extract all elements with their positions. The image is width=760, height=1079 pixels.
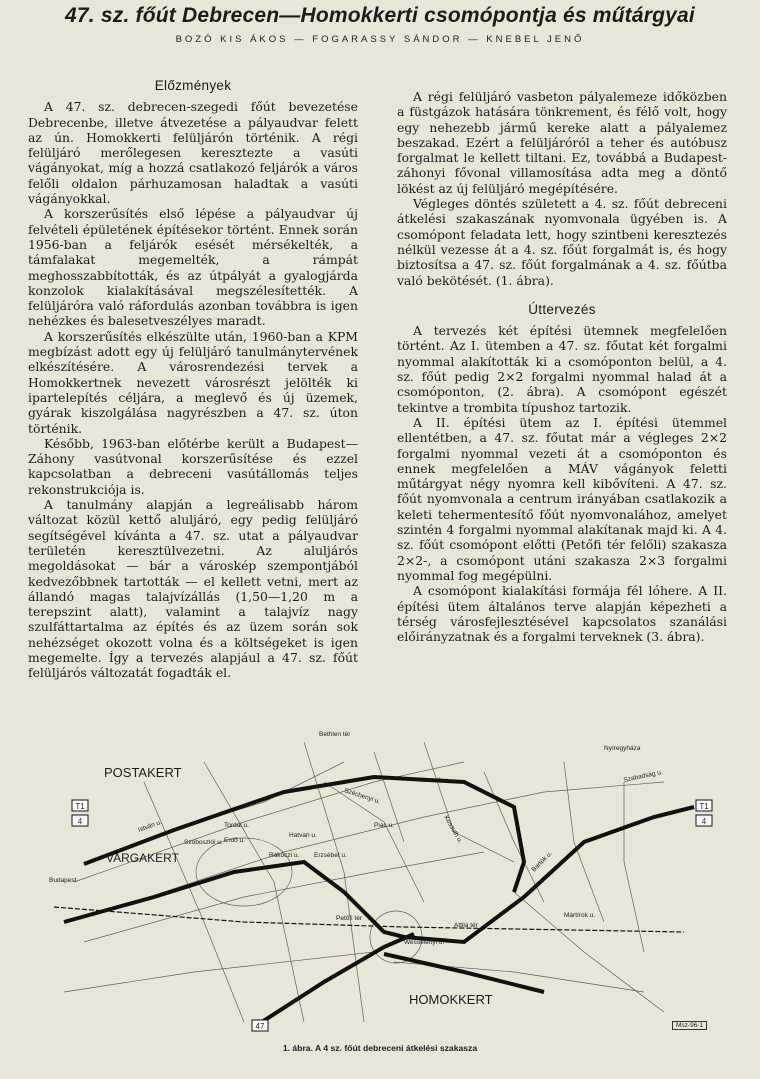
paragraph: Később, 1963-ban előtérbe került a Budapest—Záhony vasútvonal korszerűsítése és ezzel kapcsolatban a debreceni vasútállomás teljes rekonstrukciója is. (28, 435, 358, 497)
street-label: Nyíregyháza (604, 745, 641, 752)
street-label: Attila tér (454, 922, 478, 929)
svg-text:T1: T1 (75, 802, 85, 811)
main-routes (64, 777, 694, 1027)
section-heading-elozmenyek: Előzmények (154, 78, 232, 93)
street-label: Kossuth u. (442, 814, 464, 845)
svg-text:T1: T1 (699, 802, 709, 811)
street-label: Bethlen tér (319, 731, 351, 738)
street-label: Petőfi tér (336, 915, 363, 922)
svg-text:4: 4 (77, 817, 83, 826)
left-column (28, 78, 358, 681)
street-label: Bartók u. (530, 850, 554, 874)
street-label: Erdő u. (224, 837, 245, 844)
authors-line: BOZÓ KIS ÁKOS — FOGARASSY SÁNDOR — KNEBEL JENŐ (175, 34, 585, 45)
street-label: Rákóczi u. (269, 852, 300, 859)
paragraph: A régi felüljáró vasbeton pályalemeze időközben a füstgázok hatására tönkrement, és félő volt, hogy egy nehezebb jármű kereke alatt a pályalemez beszakad. Ezért a felüljáróról a teher és autóbusz forgalmat le kellett tiltani. Ez, továbbá a Budapest-záhonyi fővonal villamosítása adta meg a döntő lökést az új felüljáró megépítésére. (397, 89, 727, 196)
district-label: VARGAKERT (106, 851, 179, 865)
route-shield (252, 1020, 268, 1031)
street-label: Wesselényi u. (404, 939, 445, 946)
street-label: Szoboszlói u. (184, 839, 223, 846)
district-label: HOMOKKERT (409, 992, 493, 1007)
article-title: 47. sz. főút Debrecen—Homokkerti csomópontja és műtárgyai (65, 4, 695, 27)
right-column (397, 89, 727, 644)
route-map (44, 722, 714, 1042)
route-shield (72, 800, 88, 811)
route-shield (696, 815, 712, 826)
street-label: István u. (137, 818, 163, 834)
street-grid (64, 742, 664, 1022)
street-label: Budapest (49, 877, 77, 884)
paragraph: A II. építési ütem az I. építési ütemmel ellentétben, a 47. sz. főutat már a végleges 2×2 forgalmi nyommal vezeti át a csomóponton és ennek megfelelően a MÁV vágányok feletti műtárgyat négy nyomra kell kibővíteni. A 47. sz. főút nyomvonala a centrum irányában csatlakozik a keleti tehermentesítő főút nyomvonalához, amelyet szintén 4 forgalmi nyommal alakítanak majd ki. A 4. sz. főút csomópont előtti (Petőfi tér felőli) szakasza 2×2-, a csomópont utáni szakasza 2×3 forgalmi nyommal fog megépülni. (397, 414, 727, 583)
district-label: POSTAKERT (104, 765, 182, 780)
paragraph: Végleges döntés született a 4. sz. főút debreceni átkelési szakaszának nyomvonala ügyében is. A csomópont feladata lett, hogy szintbeni keresztezés nélkül vezesse át a 4. sz. főút forgalmát is, és hogy biztosítsa a 47. sz. főút forgalmának a 4. sz. főútba való bekötését. (1. ábra). (397, 196, 727, 288)
figure-caption: 1. ábra. A 4 sz. főút debreceni átkelési szakasza (282, 1043, 478, 1053)
section-heading-uttervezes: Úttervezés (528, 301, 596, 317)
street-label: Erzsébet u. (314, 852, 347, 859)
paragraph: A tanulmány alapján a legreálisabb három változat közül kettő aluljáró, egy pedig felüljáró segítségével kívánta a 47. sz. utat a pályaudvar területén keresztülvezetni. Az aluljárós megoldásokat — bár a városkép szempontjából kedvezőbbnek tartották — el kellett vetni, mert az állandó magas talajvízállás (1,50—1,20 m a terepszint alatt), valamint a talajvíz nagy szulfáttartalma az építés és az üzem során sok nehézséget okozott volna és a költségeket is igen megemelte. Így a tervezés alapjául a 47. sz. főút felüljárós változatát fogadták el. (28, 497, 358, 681)
route-shield (72, 815, 88, 826)
street-label: Tordai u. (224, 822, 249, 829)
street-label: Mártírok u. (564, 912, 596, 919)
figure-code: Msz-96-1 (672, 1021, 707, 1030)
route-shield (696, 800, 712, 811)
street-label: Piac u. (374, 822, 394, 829)
paragraph: A csomópont kialakítási formája fél lóhere. A II. építési ütem általános terve alapján képezheti a térség városfejlesztésével kapcsolatos szanálási előirányzatnak és a forgalmi terveknek (3. ábra). (397, 583, 727, 645)
paragraph: A korszerűsítés első lépése a pályaudvar új felvételi épületének építésekor történt. Ennek során 1956-ban a feljárók esését mérsékelték, a támfalakat megemelték, a rámpát meghosszabbították, és az útpályát a gyalogjárda konzolok kialakításával megszélesítették. A felüljáróra való ráfordulás azonban továbbra is igen nehézkes és balesetveszélyes maradt. (28, 206, 358, 329)
street-label: Kossuth u. (419, 777, 450, 784)
street-label: Hatvan u. (289, 832, 317, 839)
paragraph: A korszerűsítés elkészülte után, 1960-ban a KPM megbízást adott egy új felüljáró tanulmánytervének elkészítésére. A városrendezési tervek a Homokkertnek nevezett városrészt jelölték ki ipartelepítés céljára, a meglevő és új üzemek, gyárak kiszolgálása nagyrészben a 47. sz. úton történik. (28, 328, 358, 436)
street-label: Szabadság u. (622, 768, 664, 784)
svg-text:47: 47 (255, 1022, 265, 1031)
paragraph: A 47. sz. debrecen-szegedi főút bevezetése Debrecenbe, illetve átvezetése a pályaudvar felett az ún. Homokkerti felüljárón történik. A régi felüljáró merőlegesen keresztezte a vasúti vágányokat, míg a hozzá csatlakozó feljárók a város felőli oldalon párhuzamosan haladtak a vasúti vágányokkal. (28, 99, 358, 207)
paragraph: A tervezés két építési ütemnek megfelelően történt. Az I. ütemben a 47. sz. főutat két forgalmi nyommal alakították ki a csomóponton belül, a 4. sz. főút pedig 2×2 forgalmi nyommal halad át a csomóponton, (2. ábra). A csomópont egészét tekintve a trombita típushoz tartozik. (397, 323, 727, 415)
svg-text:4: 4 (701, 817, 707, 826)
street-label: Széchenyi u. (343, 787, 381, 806)
